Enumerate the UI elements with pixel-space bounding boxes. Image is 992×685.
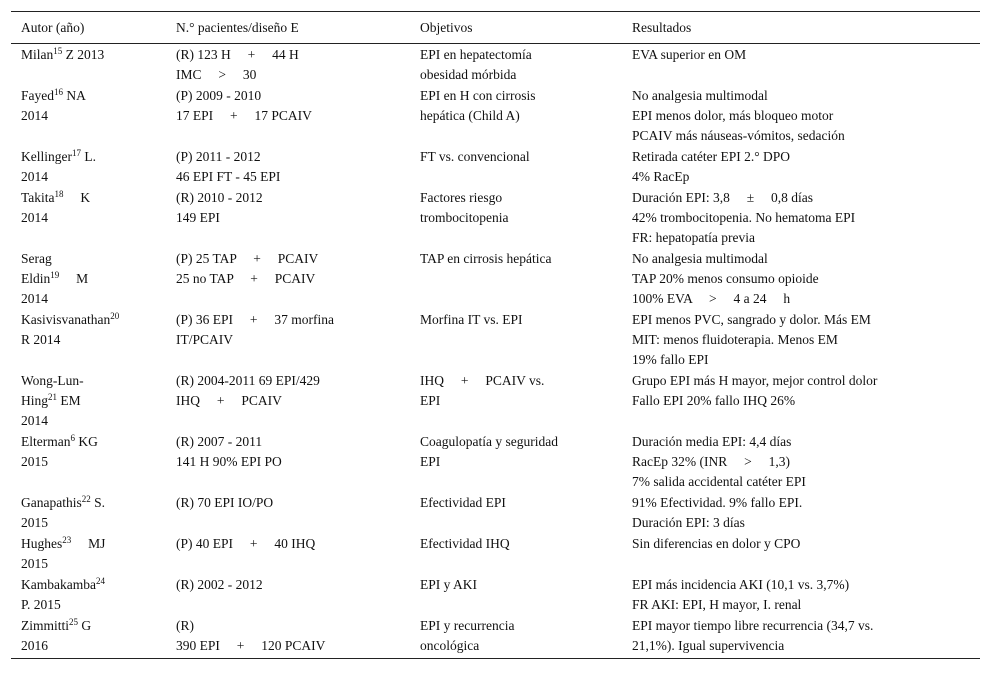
author-line — [21, 616, 162, 636]
cell-author — [11, 248, 166, 309]
author-line — [21, 289, 162, 309]
author-line — [21, 575, 162, 595]
author-name: Milan — [21, 47, 54, 62]
patients-line: 390 EPI + 120 PCAIV — [176, 638, 326, 653]
cell-patients — [166, 574, 410, 615]
table-row — [11, 248, 980, 309]
author-line — [21, 106, 162, 126]
objectives-line: hepática (Child A) — [420, 108, 520, 123]
cell-objectives — [410, 533, 622, 574]
results-line: Fallo EPI 20% fallo IHQ 26% — [632, 393, 796, 408]
results-line: FR AKI: EPI, H mayor, I. renal — [632, 597, 802, 612]
objectives-line: EPI — [420, 393, 441, 408]
reference-number: 17 — [71, 148, 81, 158]
results-line: Sin diferencias en dolor y CPO — [632, 536, 801, 551]
patients-line: 149 EPI — [176, 210, 220, 225]
cell-objectives — [410, 309, 622, 370]
author-suffix: G — [78, 618, 92, 633]
results-line: EVA superior en OM — [632, 47, 747, 62]
author-name: Wong-Lun- — [21, 373, 84, 388]
results-line: 42% trombocitopenia. No hematoma EPI — [632, 210, 856, 225]
author-line — [21, 513, 162, 533]
cell-results — [622, 492, 980, 533]
cell-patients — [166, 187, 410, 248]
cell-objectives — [410, 187, 622, 248]
patients-line: (R) 123 H + 44 H — [176, 47, 299, 62]
reference-number: 23 — [62, 535, 72, 545]
author-name: 2014 — [21, 169, 48, 184]
author-suffix: M — [59, 271, 89, 286]
patients-line: IHQ + PCAIV — [176, 393, 282, 408]
results-line: 21,1%). Igual supervivencia — [632, 638, 785, 653]
cell-objectives — [410, 146, 622, 187]
results-line: MIT: menos fluidoterapia. Menos EM — [632, 332, 838, 347]
author-line — [21, 45, 162, 65]
objectives-line: Efectividad EPI — [420, 495, 506, 510]
cell-author — [11, 492, 166, 533]
cell-patients — [166, 44, 410, 86]
author-name: 2015 — [21, 454, 48, 469]
author-suffix: L. — [80, 149, 96, 164]
author-line — [21, 554, 162, 574]
cell-results — [622, 574, 980, 615]
reference-number: 19 — [50, 270, 60, 280]
cell-patients — [166, 533, 410, 574]
reference-number: 15 — [53, 46, 63, 56]
cell-results — [622, 85, 980, 146]
results-line: No analgesia multimodal — [632, 88, 768, 103]
author-name: R 2014 — [21, 332, 61, 347]
cell-objectives — [410, 248, 622, 309]
results-line: 19% fallo EPI — [632, 352, 709, 367]
author-line — [21, 147, 162, 167]
studies-table — [11, 11, 980, 659]
objectives-line: EPI y recurrencia — [420, 618, 515, 633]
patients-line: IT/PCAIV — [176, 332, 233, 347]
author-name: Takita — [21, 190, 55, 205]
reference-number: 24 — [95, 576, 105, 586]
author-suffix: Z 2013 — [62, 47, 105, 62]
cell-author — [11, 309, 166, 370]
objectives-line: Factores riesgo — [420, 190, 503, 205]
cell-results — [622, 187, 980, 248]
table-row — [11, 309, 980, 370]
objectives-line: trombocitopenia — [420, 210, 509, 225]
patients-line: (R) 2002 - 2012 — [176, 577, 263, 592]
cell-patients — [166, 615, 410, 659]
reference-number: 22 — [81, 494, 91, 504]
cell-objectives — [410, 44, 622, 86]
cell-results — [622, 615, 980, 659]
author-line — [21, 411, 162, 431]
table-row — [11, 85, 980, 146]
results-line: TAP 20% menos consumo opioide — [632, 271, 819, 286]
results-line: No analgesia multimodal — [632, 251, 768, 266]
objectives-line: Coagulopatía y seguridad — [420, 434, 558, 449]
cell-author — [11, 370, 166, 431]
author-line — [21, 86, 162, 106]
cell-objectives — [410, 85, 622, 146]
cell-author — [11, 533, 166, 574]
author-suffix: NA — [63, 88, 86, 103]
patients-line: 141 H 90% EPI PO — [176, 454, 282, 469]
cell-objectives — [410, 574, 622, 615]
patients-line: 46 EPI FT - 45 EPI — [176, 169, 281, 184]
reference-number: 6 — [70, 433, 75, 443]
reference-number: 25 — [69, 617, 79, 627]
results-line: Retirada catéter EPI 2.° DPO — [632, 149, 790, 164]
results-line: EPI más incidencia AKI (10,1 vs. 3,7%) — [632, 577, 850, 592]
author-name: 2015 — [21, 556, 48, 571]
author-line — [21, 269, 162, 289]
author-name: 2015 — [21, 515, 48, 530]
table-row — [11, 533, 980, 574]
cell-author — [11, 574, 166, 615]
results-line: Duración EPI: 3 días — [632, 515, 745, 530]
author-line — [21, 167, 162, 187]
objectives-line: Efectividad IHQ — [420, 536, 510, 551]
cell-results — [622, 533, 980, 574]
author-line — [21, 371, 162, 391]
author-suffix: S. — [90, 495, 105, 510]
cell-objectives — [410, 492, 622, 533]
results-line: EPI menos dolor, más bloqueo motor — [632, 108, 834, 123]
author-name: 2014 — [21, 413, 48, 428]
cell-author — [11, 615, 166, 659]
cell-patients — [166, 309, 410, 370]
author-line — [21, 310, 162, 330]
cell-author — [11, 85, 166, 146]
author-name: Fayed — [21, 88, 54, 103]
cell-author — [11, 44, 166, 86]
cell-results — [622, 44, 980, 86]
objectives-line: EPI en hepatectomía — [420, 47, 532, 62]
author-line — [21, 188, 162, 208]
author-suffix: EM — [57, 393, 81, 408]
cell-objectives — [410, 431, 622, 492]
author-line — [21, 534, 162, 554]
results-line: 91% Efectividad. 9% fallo EPI. — [632, 495, 803, 510]
reference-number: 20 — [110, 311, 120, 321]
objectives-line: EPI — [420, 454, 441, 469]
cell-results — [622, 431, 980, 492]
author-name: Kellinger — [21, 149, 72, 164]
author-suffix: MJ — [71, 536, 106, 551]
author-name: 2016 — [21, 638, 48, 653]
table-row — [11, 146, 980, 187]
author-line — [21, 595, 162, 615]
table-row — [11, 44, 980, 86]
objectives-line: obesidad mórbida — [420, 67, 517, 82]
header-author: Autor (año) — [11, 12, 166, 44]
author-name: Kasivisvanathan — [21, 312, 111, 327]
patients-line: (R) 2004-2011 69 EPI/429 — [176, 373, 320, 388]
table-row — [11, 492, 980, 533]
cell-author — [11, 146, 166, 187]
cell-patients — [166, 431, 410, 492]
cell-objectives — [410, 370, 622, 431]
patients-line: (R) 70 EPI IO/PO — [176, 495, 274, 510]
objectives-line: TAP en cirrosis hepática — [420, 251, 552, 266]
results-line: Grupo EPI más H mayor, mejor control dolor — [632, 373, 878, 388]
cell-objectives — [410, 615, 622, 659]
author-name: Hughes — [21, 536, 63, 551]
cell-patients — [166, 248, 410, 309]
author-name: Kambakamba — [21, 577, 96, 592]
author-line — [21, 636, 162, 656]
author-name: Zimmitti — [21, 618, 70, 633]
patients-line: (P) 36 EPI + 37 morfina — [176, 312, 334, 327]
cell-patients — [166, 492, 410, 533]
table-row — [11, 615, 980, 659]
author-name: Eldin — [21, 271, 51, 286]
author-line — [21, 432, 162, 452]
objectives-line: EPI en H con cirrosis — [420, 88, 536, 103]
patients-line: (P) 2009 - 2010 — [176, 88, 262, 103]
objectives-line: EPI y AKI — [420, 577, 477, 592]
cell-patients — [166, 85, 410, 146]
author-name: 2014 — [21, 291, 48, 306]
author-line — [21, 330, 162, 350]
author-name: Hing — [21, 393, 48, 408]
cell-results — [622, 248, 980, 309]
table-row — [11, 370, 980, 431]
patients-line: 17 EPI + 17 PCAIV — [176, 108, 312, 123]
header-patients: N.° pacientes/diseño E — [166, 12, 410, 44]
cell-patients — [166, 146, 410, 187]
objectives-line: IHQ + PCAIV vs. — [420, 373, 545, 388]
table-row — [11, 187, 980, 248]
author-line — [21, 391, 162, 411]
results-line: EPI menos PVC, sangrado y dolor. Más EM — [632, 312, 871, 327]
patients-line: (R) 2010 - 2012 — [176, 190, 263, 205]
author-name: 2014 — [21, 210, 48, 225]
objectives-line: oncológica — [420, 638, 480, 653]
results-line: 7% salida accidental catéter EPI — [632, 474, 806, 489]
header-objectives: Objetivos — [410, 12, 622, 44]
objectives-line: FT vs. convencional — [420, 149, 530, 164]
author-name: P. 2015 — [21, 597, 61, 612]
patients-line: IMC > 30 — [176, 67, 257, 82]
results-line: 100% EVA > 4 a 24 h — [632, 291, 791, 306]
cell-results — [622, 309, 980, 370]
patients-line: (P) 40 EPI + 40 IHQ — [176, 536, 316, 551]
author-name: Serag — [21, 251, 52, 266]
author-line — [21, 208, 162, 228]
cell-results — [622, 146, 980, 187]
patients-line: 25 no TAP + PCAIV — [176, 271, 316, 286]
author-name: Ganapathis — [21, 495, 82, 510]
results-line: PCAIV más náuseas-vómitos, sedación — [632, 128, 845, 143]
results-line: Duración EPI: 3,8 ± 0,8 días — [632, 190, 814, 205]
results-line: FR: hepatopatía previa — [632, 230, 755, 245]
patients-line: (R) 2007 - 2011 — [176, 434, 263, 449]
reference-number: 21 — [48, 392, 57, 402]
patients-line: (R) — [176, 618, 194, 633]
cell-patients — [166, 370, 410, 431]
header-results: Resultados — [622, 12, 980, 44]
author-line — [21, 493, 162, 513]
author-suffix: KG — [74, 434, 98, 449]
cell-author — [11, 431, 166, 492]
patients-line: (P) 2011 - 2012 — [176, 149, 261, 164]
table-row — [11, 431, 980, 492]
cell-results — [622, 370, 980, 431]
author-name: Elterman — [21, 434, 71, 449]
author-suffix: K — [63, 190, 91, 205]
patients-line: (P) 25 TAP + PCAIV — [176, 251, 319, 266]
reference-number: 18 — [54, 189, 64, 199]
objectives-line: Morfina IT vs. EPI — [420, 312, 523, 327]
results-line: EPI mayor tiempo libre recurrencia (34,7 vs. — [632, 618, 874, 633]
table-header-row — [11, 12, 980, 44]
table-row — [11, 574, 980, 615]
cell-author — [11, 187, 166, 248]
author-name: 2014 — [21, 108, 48, 123]
author-line — [21, 249, 162, 269]
author-line — [21, 452, 162, 472]
results-line: RacEp 32% (INR > 1,3) — [632, 454, 790, 469]
results-line: Duración media EPI: 4,4 días — [632, 434, 792, 449]
results-line: 4% RacEp — [632, 169, 690, 184]
reference-number: 16 — [54, 87, 63, 97]
